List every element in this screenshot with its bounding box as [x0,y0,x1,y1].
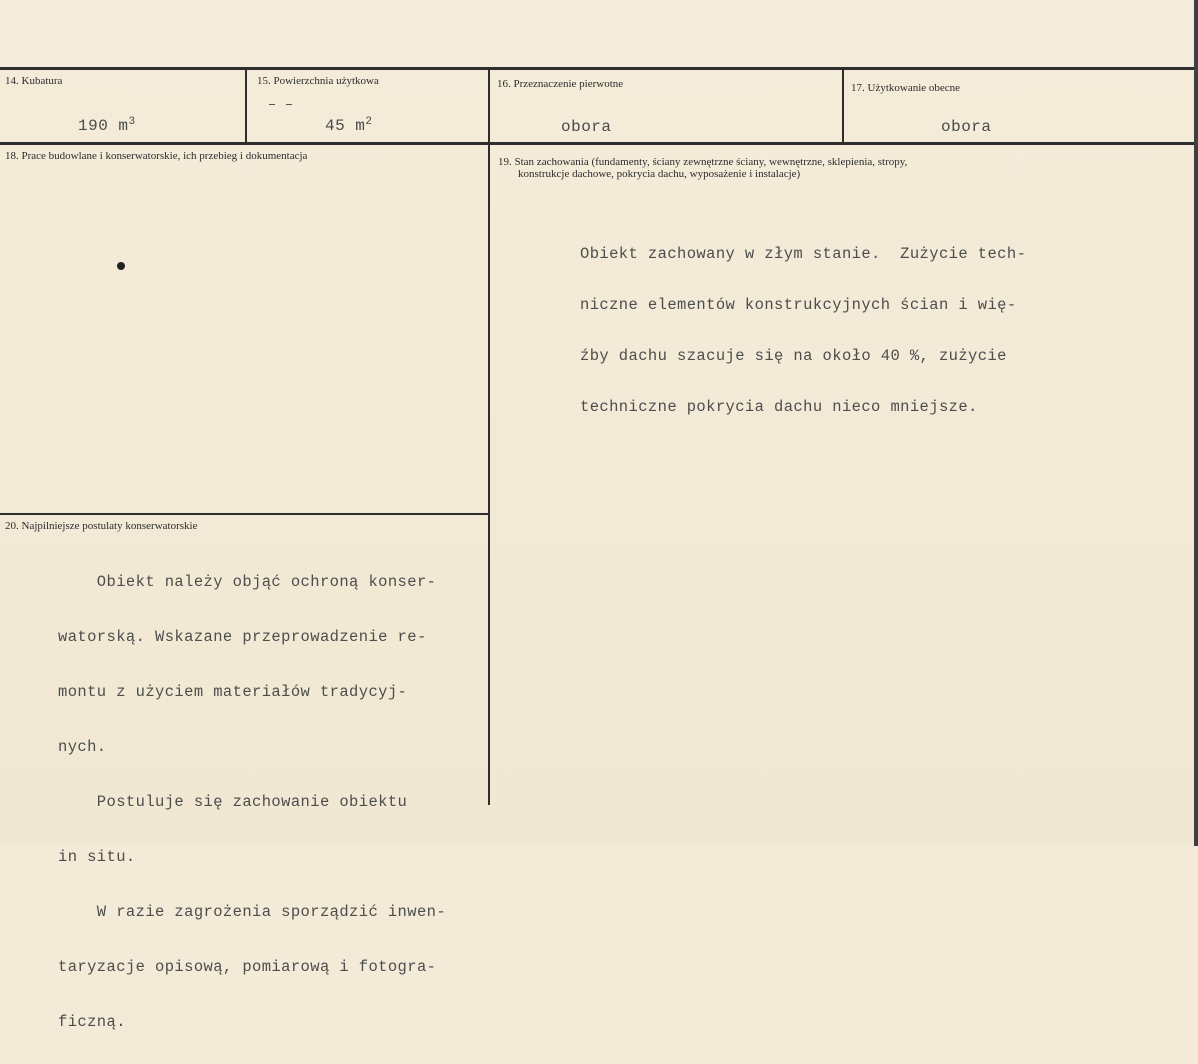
ink-dot [117,262,125,270]
field-15-mark [269,104,275,105]
field-15-value [325,117,373,135]
field-20-line: taryzacje opisową, pomiarową i fotogra- [58,957,437,976]
field-20-line: W razie zagrożenia sporządzić inwen- [58,902,447,921]
field-20-line: watorską. Wskazane przeprowadzenie re- [58,627,427,646]
field-14-value [78,117,136,135]
field-14-number: 190 m [78,117,129,135]
field-20-line: ficzną. [58,1012,126,1031]
field-19-line: niczne elementów konstrukcyjnych ścian i wię- [580,295,1017,314]
field-20-label: 20. Najpilniejsze postulaty konserwatorskie [5,520,198,532]
field-14-label: 14. Kubatura [5,75,63,87]
field-19-line: Obiekt zachowany w złym stanie. Zużycie tech- [580,244,1027,263]
field-17-value: obora [941,118,992,136]
col-divider-main [488,68,490,805]
field-17-label: 17. Użytkowanie obecne [851,82,961,94]
field-20-line: nych. [58,737,107,756]
field-15-number: 45 m [325,117,366,135]
field-18-label: 18. Prace budowlane i konserwatorskie, ich przebieg i dokumentacja [5,150,308,162]
field-19-label-line1: 19. Stan zachowania (fundamenty, ściany zewnętrzne ściany, wewnętrzne, sklepienia, stropy, [498,156,908,168]
field-20-line: Obiekt należy objąć ochroną konser- [58,572,437,591]
field-15-mark [286,104,292,105]
row-divider-2 [0,513,490,515]
field-20-line: montu z użyciem materiałów tradycyj- [58,682,408,701]
field-15-label: 15. Powierzchnia użytkowa [257,75,379,87]
field-15-unit-exponent: 2 [365,116,373,128]
field-20-line: in situ. [58,847,136,866]
top-border [0,67,1194,70]
field-19-line: źby dachu szacuje się na około 40 %, zużycie [580,346,1007,365]
field-16-value: obora [561,118,612,136]
field-20-line: Postuluje się zachowanie obiektu [58,792,408,811]
col-divider-14-15 [245,68,247,144]
field-19-label-line2: konstrukcje dachowe, pokrycia dachu, wyposażenie i instalacje) [518,168,801,180]
col-divider-16-17 [842,68,844,144]
field-16-label: 16. Przeznaczenie pierwotne [497,78,624,90]
row-divider-1 [0,142,1194,145]
field-20-text [58,541,446,1064]
page-edge [1194,0,1198,846]
field-19-text [580,216,1026,446]
field-14-unit-exponent: 3 [128,116,136,128]
field-19-line: techniczne pokrycia dachu nieco mniejsze. [580,397,978,416]
